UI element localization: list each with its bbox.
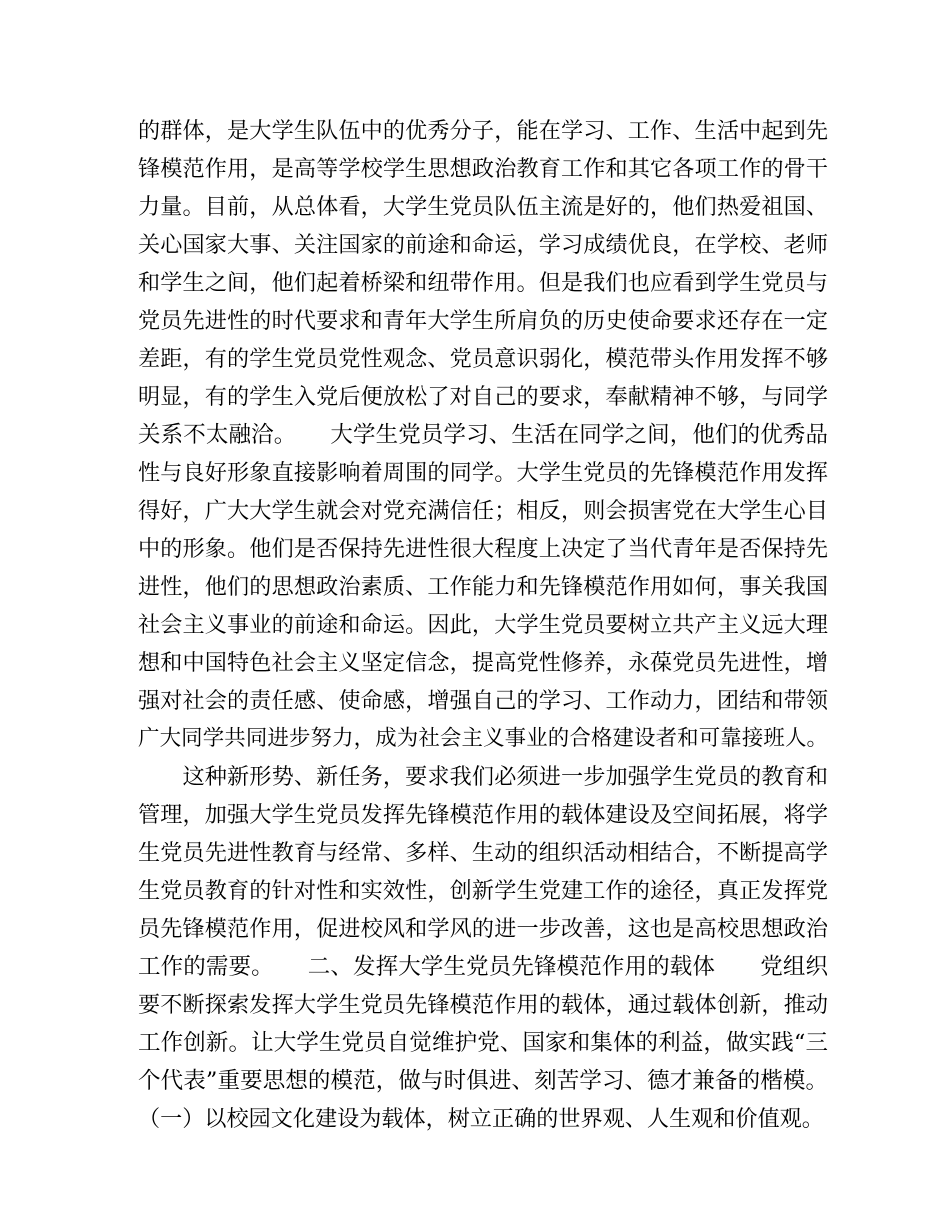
text-line: 的群体，是大学生队伍中的优秀分子，能在学习、工作、生活中起到先 [138,118,828,144]
text-line: 关心国家大事、关注国家的前途和命运，学习成绩优良，在学校、老师 [138,232,828,258]
text-line: 生党员先进性教育与经常、多样、生动的组织活动相结合，不断提高学 [138,840,828,866]
text-line: 想和中国特色社会主义坚定信念，提高党性修养，永葆党员先进性，增 [138,650,828,676]
text-line: 工作的需要。 二、发挥大学生党员先锋模范作用的载体 党组织 [138,954,828,980]
text-line: 明显，有的学生入党后便放松了对自己的要求，奉献精神不够，与同学 [138,384,828,410]
text-line: 员先锋模范作用，促进校风和学风的进一步改善，这也是高校思想政治 [138,916,828,942]
text-line: （一）以校园文化建设为载体，树立正确的世界观、人生观和价值观。 [138,1106,824,1132]
text-line: 生党员教育的针对性和实效性，创新学生党建工作的途径，真正发挥党 [138,878,828,904]
text-line: 管理，加强大学生党员发挥先锋模范作用的载体建设及空间拓展，将学 [138,802,828,828]
text-line: 差距，有的学生党员党性观念、党员意识弱化，模范带头作用发挥不够 [138,346,828,372]
text-line: 个代表”重要思想的模范，做与时俱进、刻苦学习、德才兼备的楷模。 [138,1068,828,1094]
text-line: 力量。目前，从总体看，大学生党员队伍主流是好的，他们热爱祖国、 [138,194,828,220]
text-line: 社会主义事业的前途和命运。因此，大学生党员要树立共产主义远大理 [138,612,828,638]
text-line: 党员先进性的时代要求和青年大学生所肩负的历史使命要求还存在一定 [138,308,828,334]
text-line: 性与良好形象直接影响着周围的同学。大学生党员的先锋模范作用发挥 [138,460,828,486]
text-line: 广大同学共同进步努力，成为社会主义事业的合格建设者和可靠接班人。 [138,726,828,751]
text-line: 工作创新。让大学生党员自觉维护党、国家和集体的利益，做实践“三 [138,1030,828,1056]
text-line: 锋模范作用，是高等学校学生思想政治教育工作和其它各项工作的骨干 [138,156,828,182]
text-line: 要不断探索发挥大学生党员先锋模范作用的载体，通过载体创新，推动 [138,992,828,1018]
text-line: 中的形象。他们是否保持先进性很大程度上决定了当代青年是否保持先 [138,536,828,562]
document-body-text [138,112,828,1138]
text-line: 得好，广大大学生就会对党充满信任；相反，则会损害党在大学生心目 [138,498,828,524]
text-line: 进性，他们的思想政治素质、工作能力和先锋模范作用如何，事关我国 [138,574,828,600]
text-line: 强对社会的责任感、使命感，增强自己的学习、工作动力，团结和带领 [138,688,828,714]
text-line: 和学生之间，他们起着桥梁和纽带作用。但是我们也应看到学生党员与 [138,270,828,296]
text-line: 关系不太融洽。 大学生党员学习、生活在同学之间，他们的优秀品 [138,422,828,448]
text-line: 这种新形势、新任务，要求我们必须进一步加强学生党员的教育和 [138,764,828,790]
